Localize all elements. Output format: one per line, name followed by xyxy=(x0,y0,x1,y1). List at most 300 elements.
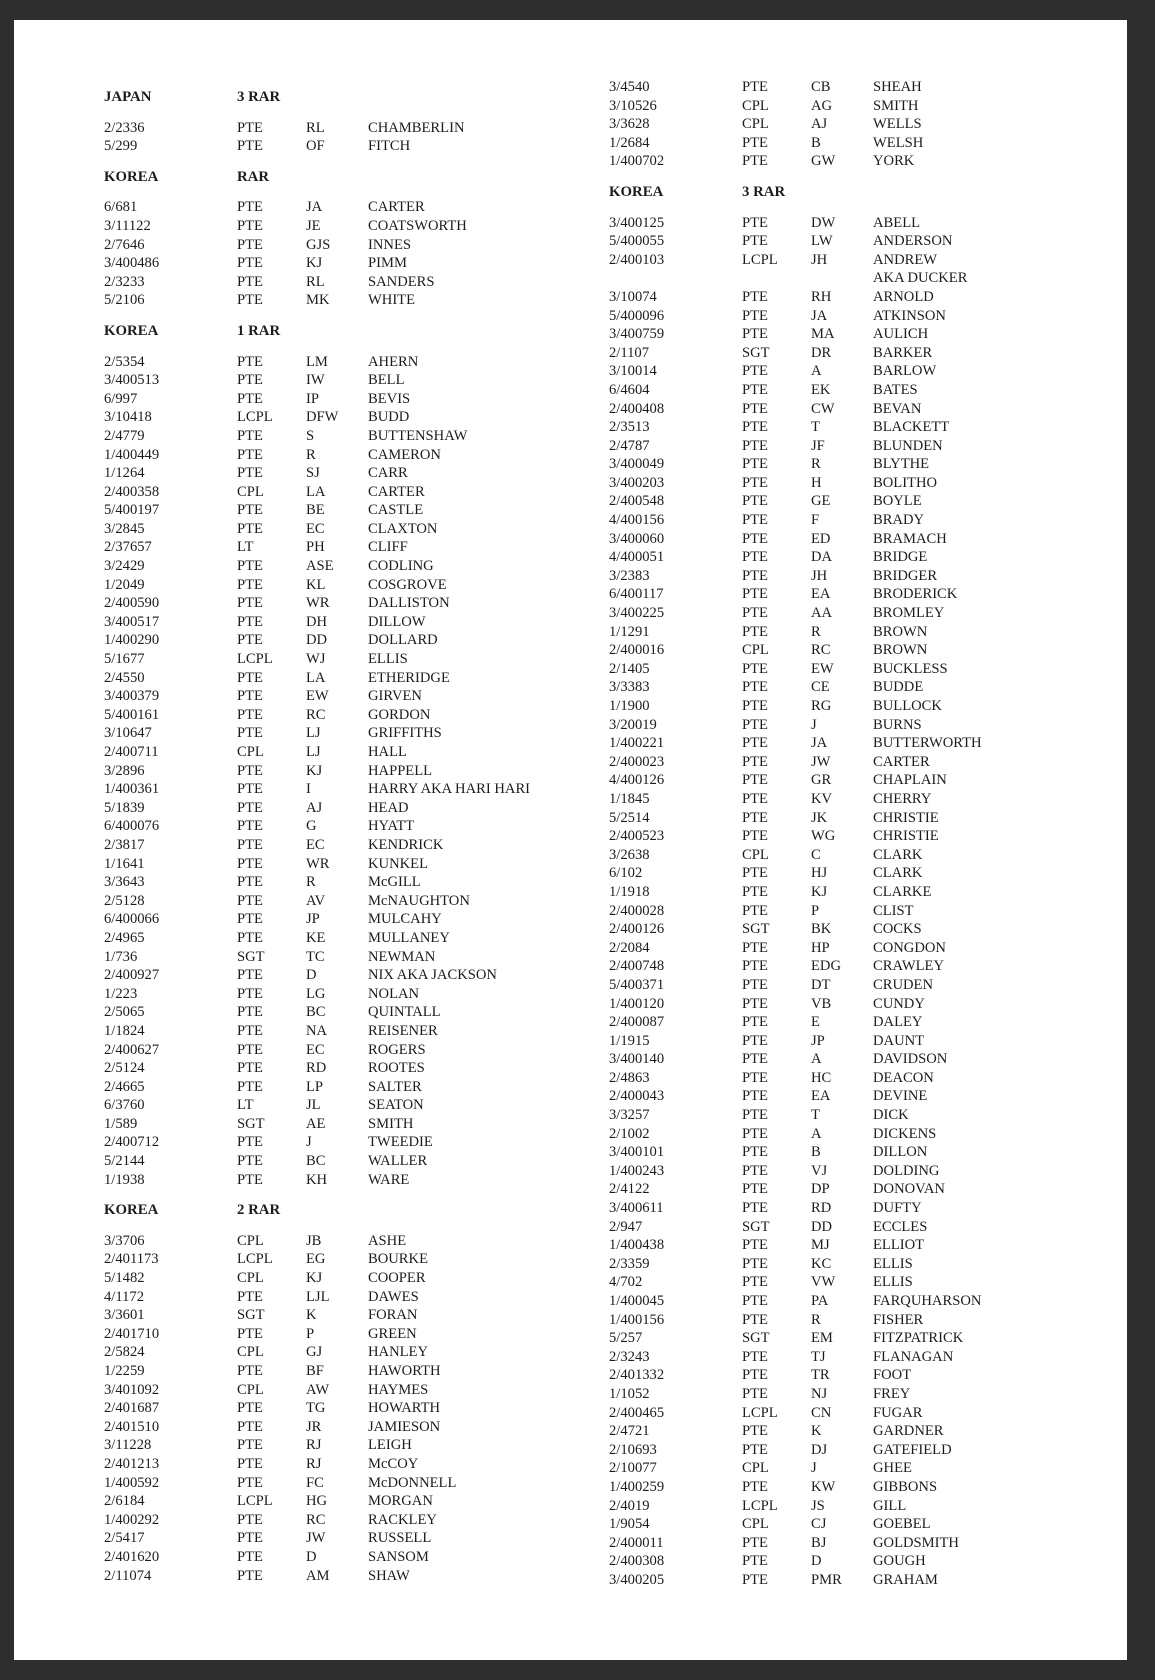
initials: A xyxy=(811,363,822,380)
roll-entry xyxy=(104,1288,624,1307)
rank: PTE xyxy=(742,976,768,993)
service-number: 1/1264 xyxy=(104,465,145,482)
initials: RC xyxy=(306,1511,326,1528)
service-number: 2/2084 xyxy=(609,939,650,956)
roll-entry xyxy=(104,538,624,557)
initials: FC xyxy=(306,1474,324,1491)
service-number: 3/400140 xyxy=(609,1051,665,1068)
rank: PTE xyxy=(742,400,768,417)
initials: BF xyxy=(306,1363,324,1379)
initials: JH xyxy=(811,251,828,268)
rank: PTE xyxy=(237,255,263,272)
initials: TR xyxy=(811,1367,830,1384)
rank: PTE xyxy=(742,1088,768,1105)
initials: T xyxy=(811,419,820,436)
initials: KL xyxy=(306,576,326,593)
rank: PTE xyxy=(237,1041,263,1058)
rank: PTE xyxy=(237,725,263,742)
section-heading xyxy=(104,322,624,341)
surname: CHERRY xyxy=(873,790,932,807)
roll-entry xyxy=(609,771,1129,790)
initials: HJ xyxy=(811,865,828,882)
initials: D xyxy=(306,967,317,984)
service-number: 3/10074 xyxy=(609,288,657,305)
roll-entry xyxy=(104,1059,624,1078)
rank: PTE xyxy=(742,958,768,975)
roll-entry xyxy=(609,530,1129,549)
service-number: 6/4604 xyxy=(609,381,650,398)
rank: PTE xyxy=(742,939,768,956)
surname: DICKENS xyxy=(873,1125,937,1142)
surname: CONGDON xyxy=(873,939,946,956)
section-heading xyxy=(104,168,624,187)
initials: KJ xyxy=(306,1270,323,1287)
roll-entry xyxy=(104,464,624,483)
initials: J xyxy=(306,1134,312,1151)
rank: LCPL xyxy=(237,1251,273,1268)
roll-entry xyxy=(104,687,624,706)
surname: BUTTENSHAW xyxy=(368,427,468,444)
initials: KE xyxy=(306,929,326,946)
rank: PTE xyxy=(742,1571,768,1588)
roll-entry xyxy=(609,1497,1129,1516)
service-number: 2/5354 xyxy=(104,353,145,370)
roll-entry xyxy=(104,198,624,217)
service-number: 2/4965 xyxy=(104,929,145,946)
roll-entry xyxy=(609,1087,1129,1106)
service-number: 2/5065 xyxy=(104,1004,145,1021)
roll-entry xyxy=(104,1436,624,1455)
initials: RG xyxy=(811,698,832,714)
initials: LJ xyxy=(306,744,321,760)
rank: PTE xyxy=(742,1181,768,1198)
roll-entry xyxy=(104,1511,624,1530)
surname: GHEE xyxy=(873,1460,912,1477)
rank: PTE xyxy=(237,1548,263,1565)
roll-entry xyxy=(609,790,1129,809)
rank: PTE xyxy=(237,892,263,909)
surname: CHRISTIE xyxy=(873,809,939,826)
roll-entry xyxy=(104,353,624,372)
initials: EM xyxy=(811,1330,833,1347)
roll-entry xyxy=(609,1069,1129,1088)
initials: A xyxy=(811,1051,822,1068)
roll-entry xyxy=(609,1366,1129,1385)
surname: BRIDGER xyxy=(873,567,938,584)
rank: PTE xyxy=(742,1348,768,1365)
initials: PMR xyxy=(811,1571,842,1588)
roll-entry xyxy=(104,1115,624,1134)
surname: CRAWLEY xyxy=(873,958,944,975)
service-number: 1/400120 xyxy=(609,995,665,1012)
service-number: 2/5824 xyxy=(104,1344,145,1361)
service-number: 2/400016 xyxy=(609,642,665,659)
surname: DOLDING xyxy=(873,1162,940,1179)
surname: ASHE xyxy=(368,1232,407,1249)
rank: SGT xyxy=(237,1115,265,1132)
surname: BROMLEY xyxy=(873,605,945,622)
rank: PTE xyxy=(742,1144,768,1161)
service-number: 2/7646 xyxy=(104,236,145,253)
roll-entry xyxy=(104,706,624,725)
service-number: 2/4665 xyxy=(104,1078,145,1095)
heading-country: KOREA xyxy=(104,1202,159,1219)
service-number: 2/3233 xyxy=(104,273,145,290)
surname: KENDRICK xyxy=(368,836,444,853)
roll-entry xyxy=(104,1152,624,1171)
roll-entry xyxy=(104,1455,624,1474)
roll-entry xyxy=(104,446,624,465)
service-number: 3/2638 xyxy=(609,846,650,863)
service-number: 3/400513 xyxy=(104,372,160,389)
initials: DW xyxy=(811,214,836,231)
roll-entry xyxy=(609,511,1129,530)
roll-entry xyxy=(104,892,624,911)
initials: DR xyxy=(811,344,832,361)
roll-entry xyxy=(609,641,1129,660)
roll-entry xyxy=(609,134,1129,153)
rank: PTE xyxy=(237,985,263,1002)
service-number: 1/2684 xyxy=(609,134,650,151)
initials: EC xyxy=(306,1041,325,1058)
roll-entry xyxy=(609,78,1129,97)
service-number: 3/401092 xyxy=(104,1381,160,1398)
initials: CE xyxy=(811,679,830,696)
service-number: 3/400101 xyxy=(609,1144,665,1161)
roll-entry xyxy=(104,390,624,409)
initials: T xyxy=(811,1107,820,1124)
roll-entry xyxy=(104,217,624,236)
rank: PTE xyxy=(742,79,768,95)
roll-entry xyxy=(104,743,624,762)
surname: GORDON xyxy=(368,706,431,723)
right-column xyxy=(609,78,1129,1590)
roll-entry xyxy=(104,1418,624,1437)
surname: BULLOCK xyxy=(873,698,942,714)
surname: DEVINE xyxy=(873,1088,928,1105)
surname: BEVAN xyxy=(873,400,922,417)
surname: RACKLEY xyxy=(368,1511,437,1528)
roll-entry xyxy=(609,995,1129,1014)
service-number: 6/681 xyxy=(104,199,138,216)
roll-entry xyxy=(104,1022,624,1041)
rank: PTE xyxy=(742,623,768,640)
initials: WR xyxy=(306,855,330,872)
initials: B xyxy=(811,1144,821,1161)
roll-entry xyxy=(104,1306,624,1325)
service-number: 3/400611 xyxy=(609,1200,664,1217)
initials: E xyxy=(811,1014,820,1031)
roll-entry xyxy=(609,1013,1129,1032)
initials: R xyxy=(306,874,316,891)
surname: HALL xyxy=(368,744,407,760)
rank: PTE xyxy=(742,1051,768,1068)
surname: DALLISTON xyxy=(368,595,450,612)
rank: PTE xyxy=(742,456,768,473)
service-number: 2/4721 xyxy=(609,1423,650,1440)
surname: BEVIS xyxy=(368,390,411,407)
rank: PTE xyxy=(237,138,263,155)
surname: DILLOW xyxy=(368,613,426,630)
roll-entry xyxy=(104,408,624,427)
roll-entry xyxy=(609,400,1129,419)
surname: CAMERON xyxy=(368,446,441,463)
rank: PTE xyxy=(237,1511,263,1528)
service-number: 5/400161 xyxy=(104,706,160,723)
initials: DJ xyxy=(811,1441,828,1458)
rank: PTE xyxy=(742,1534,768,1551)
rank: PTE xyxy=(742,288,768,305)
service-number: 1/1938 xyxy=(104,1171,145,1188)
initials: GR xyxy=(811,772,832,789)
roll-entry xyxy=(609,1292,1129,1311)
rank: PTE xyxy=(742,1200,768,1217)
roll-entry xyxy=(609,455,1129,474)
initials: VW xyxy=(811,1274,836,1291)
roll-entry xyxy=(609,1125,1129,1144)
rank: PTE xyxy=(237,576,263,593)
service-number: 2/400358 xyxy=(104,483,160,500)
rank: PTE xyxy=(237,799,263,816)
initials: EC xyxy=(306,836,325,853)
roll-entry xyxy=(104,613,624,632)
service-number: 3/400225 xyxy=(609,605,665,622)
initials: MK xyxy=(306,292,330,309)
surname: SHAW xyxy=(368,1567,410,1584)
surname: AHERN xyxy=(368,353,419,370)
roll-entry xyxy=(609,1348,1129,1367)
initials: J xyxy=(811,1460,817,1477)
rank: CPL xyxy=(237,483,264,500)
roll-entry xyxy=(609,1459,1129,1478)
roll-entry xyxy=(609,307,1129,326)
rank: CPL xyxy=(742,97,769,114)
rank: PTE xyxy=(237,353,263,370)
service-number: 3/4540 xyxy=(609,79,650,95)
roll-entry xyxy=(104,501,624,520)
surname: COATSWORTH xyxy=(368,217,467,234)
heading-unit: 2 RAR xyxy=(237,1202,281,1219)
service-number: 5/299 xyxy=(104,138,138,155)
surname: WELSH xyxy=(873,134,924,151)
rank: PTE xyxy=(237,119,263,136)
rank: PTE xyxy=(237,1418,263,1435)
rank: PTE xyxy=(237,1171,263,1188)
initials: TG xyxy=(306,1400,326,1417)
initials: DT xyxy=(811,976,831,993)
rank: CPL xyxy=(742,1516,769,1533)
initials: RH xyxy=(811,288,832,305)
service-number: 1/736 xyxy=(104,948,138,965)
surname: BRIDGE xyxy=(873,549,928,566)
surname: ELLIS xyxy=(873,1255,913,1272)
service-number: 6/102 xyxy=(609,865,643,882)
roll-entry xyxy=(609,232,1129,251)
rank: PTE xyxy=(742,419,768,436)
surname: BOURKE xyxy=(368,1251,428,1268)
surname: ROOTES xyxy=(368,1060,425,1077)
rank: PTE xyxy=(742,753,768,770)
surname: WHITE xyxy=(368,292,416,309)
initials: HP xyxy=(811,939,830,956)
initials: GE xyxy=(811,493,831,510)
initials: KJ xyxy=(811,883,828,900)
service-number: 1/400592 xyxy=(104,1474,160,1491)
service-number: 2/5124 xyxy=(104,1060,145,1077)
service-number: 3/400125 xyxy=(609,214,665,231)
surname: CARR xyxy=(368,465,408,482)
service-number: 2/3359 xyxy=(609,1255,650,1272)
roll-entry xyxy=(104,817,624,836)
rank: PTE xyxy=(742,1014,768,1031)
rank: PTE xyxy=(742,716,768,733)
service-number: 2/5128 xyxy=(104,892,145,909)
roll-entry xyxy=(609,753,1129,772)
initials: RL xyxy=(306,119,325,136)
surname: NIX AKA JACKSON xyxy=(368,967,497,984)
heading-unit: 3 RAR xyxy=(237,89,281,105)
roll-entry xyxy=(104,1529,624,1548)
roll-entry xyxy=(104,137,624,156)
initials: AV xyxy=(306,892,326,909)
rank: PTE xyxy=(237,1474,263,1491)
roll-entry xyxy=(609,1385,1129,1404)
rank: PTE xyxy=(237,292,263,309)
service-number: 5/400055 xyxy=(609,233,665,250)
initials: AA xyxy=(811,605,833,622)
initials: JA xyxy=(306,199,323,216)
surname: DUFTY xyxy=(873,1200,922,1217)
rank: PTE xyxy=(742,530,768,547)
initials: LM xyxy=(306,353,328,370)
service-number: 2/3817 xyxy=(104,836,145,853)
initials: LP xyxy=(306,1078,324,1095)
service-number: 1/2259 xyxy=(104,1363,145,1379)
initials: K xyxy=(811,1423,822,1440)
rank: PTE xyxy=(237,818,263,835)
roll-entry xyxy=(609,1311,1129,1330)
rank: LT xyxy=(237,539,254,556)
roll-entry xyxy=(609,678,1129,697)
surname: McCOY xyxy=(368,1455,419,1472)
surname: CARTER xyxy=(368,483,425,500)
rank: PTE xyxy=(237,911,263,928)
surname: BOLITHO xyxy=(873,474,938,491)
surname: FISHER xyxy=(873,1311,924,1328)
roll-entry xyxy=(609,344,1129,363)
rank: PTE xyxy=(742,1441,768,1458)
surname: FOOT xyxy=(873,1367,912,1384)
roll-entry xyxy=(609,269,1129,288)
rank: PTE xyxy=(742,586,768,603)
service-number: 1/400259 xyxy=(609,1478,665,1495)
initials: WG xyxy=(811,828,836,845)
initials: LG xyxy=(306,985,326,1002)
surname: COSGROVE xyxy=(368,576,447,593)
service-number: 1/400156 xyxy=(609,1311,665,1328)
rank: PTE xyxy=(742,1237,768,1254)
rank: CPL xyxy=(742,116,769,133)
service-number: 1/400290 xyxy=(104,632,160,649)
roll-entry xyxy=(104,948,624,967)
rank: PTE xyxy=(742,1423,768,1440)
rank: PTE xyxy=(742,437,768,454)
roll-entry xyxy=(104,724,624,743)
roll-entry xyxy=(609,976,1129,995)
initials: S xyxy=(306,427,315,444)
rank: PTE xyxy=(237,669,263,686)
service-number: 5/2106 xyxy=(104,292,145,309)
surname: BLUNDEN xyxy=(873,437,943,454)
surname: HOWARTH xyxy=(368,1400,441,1417)
rank: LCPL xyxy=(742,1497,778,1514)
roll-entry xyxy=(609,883,1129,902)
service-number: 2/400712 xyxy=(104,1134,160,1151)
surname: BURNS xyxy=(873,716,922,733)
surname: DEACON xyxy=(873,1069,934,1086)
initials: I xyxy=(306,781,311,798)
service-number: 5/400096 xyxy=(609,307,665,324)
rank: PTE xyxy=(237,1530,263,1547)
roll-entry xyxy=(104,966,624,985)
rank: PTE xyxy=(742,381,768,398)
surname: SALTER xyxy=(368,1078,422,1095)
rank: PTE xyxy=(742,660,768,677)
roll-entry xyxy=(104,520,624,539)
service-number: 5/1839 xyxy=(104,799,145,816)
service-number: 2/4550 xyxy=(104,669,145,686)
surname: GRAHAM xyxy=(873,1571,938,1588)
service-number: 3/400205 xyxy=(609,1571,665,1588)
surname: SHEAH xyxy=(873,79,922,95)
roll-entry xyxy=(609,418,1129,437)
rank: PTE xyxy=(742,493,768,510)
initials: WJ xyxy=(306,651,326,668)
roll-entry xyxy=(609,1180,1129,1199)
surname: INNES xyxy=(368,236,411,253)
service-number: 1/2049 xyxy=(104,576,145,593)
surname: WARE xyxy=(368,1171,410,1188)
roll-entry xyxy=(609,548,1129,567)
roll-entry xyxy=(609,152,1129,171)
rank: PTE xyxy=(237,273,263,290)
roll-entry xyxy=(104,762,624,781)
roll-entry xyxy=(104,1250,624,1269)
surname: CHRISTIE xyxy=(873,828,939,845)
surname: GARDNER xyxy=(873,1423,944,1440)
initials: DH xyxy=(306,613,328,630)
rank: PTE xyxy=(237,372,263,389)
surname: GIRVEN xyxy=(368,688,422,705)
initials: AM xyxy=(306,1567,330,1584)
roll-entry xyxy=(104,650,624,669)
service-number: 1/1845 xyxy=(609,790,650,807)
service-number: 2/4122 xyxy=(609,1181,650,1198)
roll-entry xyxy=(609,437,1129,456)
surname: GRIFFITHS xyxy=(368,725,442,742)
initials: D xyxy=(306,1548,317,1565)
surname: ARNOLD xyxy=(873,288,934,305)
surname: DOLLARD xyxy=(368,632,438,649)
service-number: 2/401620 xyxy=(104,1548,160,1565)
initials: TJ xyxy=(811,1348,826,1365)
initials: RJ xyxy=(306,1437,322,1454)
roll-entry xyxy=(104,799,624,818)
surname: ELLIOT xyxy=(873,1237,925,1254)
roll-entry xyxy=(609,1515,1129,1534)
surname: HAWORTH xyxy=(368,1363,441,1379)
initials: P xyxy=(306,1325,315,1342)
